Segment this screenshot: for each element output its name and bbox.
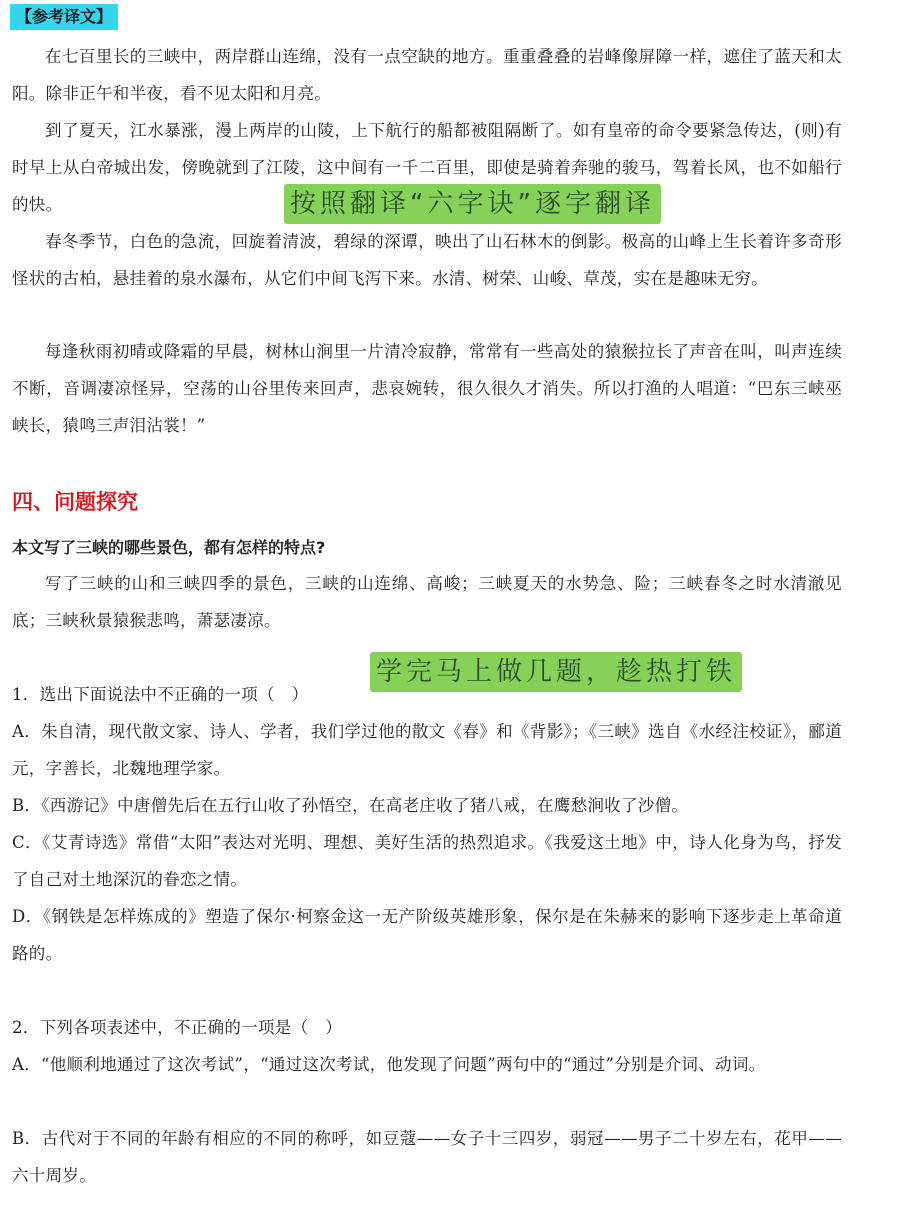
exercise-2-option-b: B．古代对于不同的年龄有相应的不同的称呼，如豆蔻——女子十三四岁，弱冠——男子二十岁左右，花甲——六十周岁。 (12, 1129, 842, 1185)
translation-paragraph-4: 每逢秋雨初晴或降霜的早晨，树林山涧里一片清冷寂静，常常有一些高处的猿猴拉长了声音在叫，叫声连续不断，音调凄凉怪异，空荡的山谷里传来回声，悲哀婉转，很久很久才消失。所以打渔的人唱道：“巴东三峡巫峡长，猿鸣三声泪沾裳！” (12, 342, 842, 435)
exercise-1-option-b: B．《西游记》中唐僧先后在五行山收了孙悟空，在高老庄收了猪八戒，在鹰愁涧收了沙僧。 (12, 796, 689, 815)
section-title: 四、问题探究 (12, 490, 138, 514)
handwritten-note-highlight-1: 按照翻译“六字诀”逐字翻译 (284, 184, 661, 224)
translation-paragraph-1: 在七百里长的三峡中，两岸群山连绵，没有一点空缺的地方。重重叠叠的岩峰像屏障一样，遮住了蓝天和太阳。除非正午和半夜，看不见太阳和月亮。 (12, 47, 842, 103)
exercise-2-stem: 2．下列各项表述中，不正确的一项是（ ） (12, 1018, 342, 1037)
exercise-1-stem: 1．选出下面说法中不正确的一项（ ） (12, 685, 309, 704)
discussion-answer: 写了三峡的山和三峡四季的景色，三峡的山连绵、高峻；三峡夏天的水势急、险；三峡春冬之时水清澈见底；三峡秋景猿猴悲鸣，萧瑟凄凉。 (12, 574, 842, 630)
exercise-1-option-a: A．朱自清，现代散文家、诗人、学者，我们学过他的散文《春》和《背影》；《三峡》选自《水经注校证》，郦道元，字善长，北魏地理学家。 (12, 722, 842, 778)
handwritten-note-highlight-2: 学完马上做几题，趁热打铁 (370, 652, 742, 692)
translation-paragraph-2: 到了夏天，江水暴涨，漫上两岸的山陵，上下航行的船都被阻隔断了。如有皇帝的命令要紧急传达，(则)有时早上从白帝城出发，傍晚就到了江陵，这中间有一千二百里，即使是骑着奔驰的骏马，驾着长风，也不如船行的快。 (12, 121, 842, 214)
reference-translation-tag: 【参考译文】 (10, 4, 118, 30)
translation-paragraph-3: 春冬季节，白色的急流，回旋着清波，碧绿的深谭，映出了山石林木的倒影。极高的山峰上生长着许多奇形怪状的古柏，悬挂着的泉水瀑布，从它们中间飞泻下来。水清、树荣、山峻、草茂，实在是趣味无穷。 (12, 232, 842, 288)
exercise-2-option-a: A．“他顺利地通过了这次考试”，“通过这次考试，他发现了问题”两句中的“通过”分别是介词、动词。 (12, 1055, 766, 1074)
exercise-1-option-d: D．《钢铁是怎样炼成的》塑造了保尔·柯察金这一无产阶级英雄形象，保尔是在朱赫来的影响下逐步走上革命道路的。 (12, 907, 842, 963)
exercise-1-option-c: C．《艾青诗选》常借“太阳”表达对光明、理想、美好生活的热烈追求。《我爱这土地》中，诗人化身为鸟，抒发了自己对土地深沉的眷恋之情。 (12, 833, 842, 889)
discussion-question: 本文写了三峡的哪些景色，都有怎样的特点? (12, 538, 326, 557)
